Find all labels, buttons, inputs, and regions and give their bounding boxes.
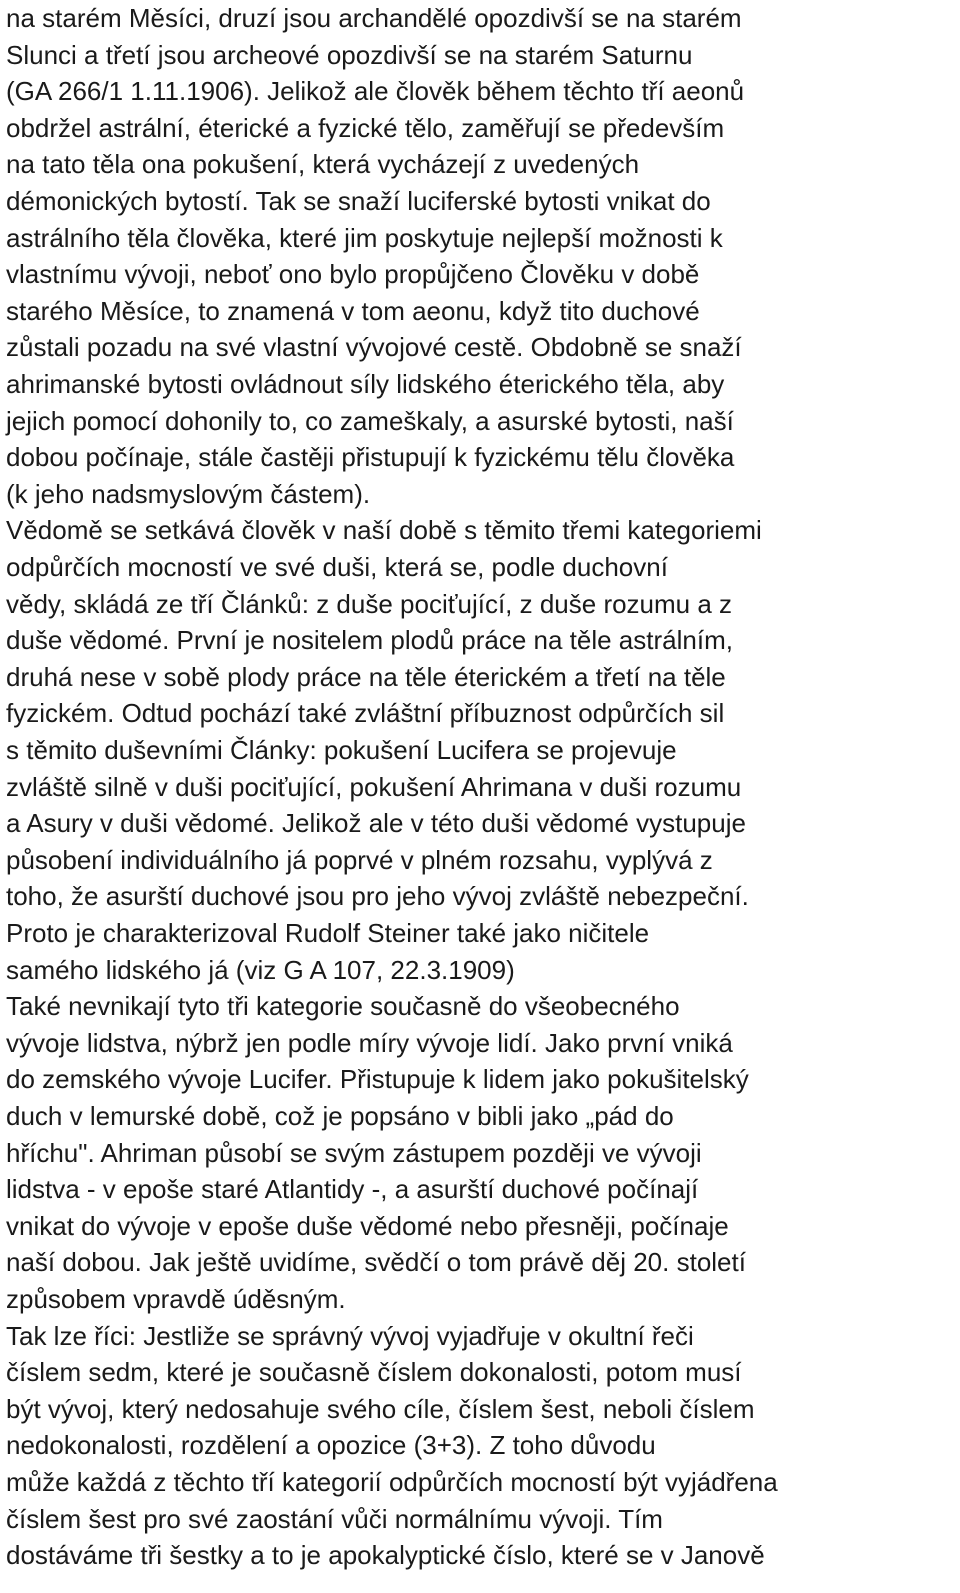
text-line: nedokonalosti, rozdělení a opozice (3+3). Z toho důvodu [6,1430,656,1461]
text-line: démonických bytostí. Tak se snaží luciferské bytosti vnikat do [6,186,711,216]
text-line: na tato těla ona pokušení, která vycházejí z uvedených [6,149,640,180]
text-line: starého Měsíce, to znamená v tom aeonu, když tito duchové [6,295,700,326]
text-line: vývoje lidstva, nýbrž jen podle míry vývoje lidí. Jako první vniká [6,1027,733,1058]
text-line: ahrimanské bytosti ovládnout síly lidského éterického těla, aby [6,369,725,399]
text-line: vlastnímu vývoji, neboť ono bylo propůjčeno Člověku v době [6,259,700,290]
text-line: duch v lemurské době, což je popsáno v bibli jako „pád do [6,1101,674,1131]
text-line: zůstali pozadu na své vlastní vývojové cestě. Obdobně se snaží [6,332,742,363]
text-line: s těmito duševními Články: pokušení Lucifera se projevuje [6,735,677,765]
text-line: číslem šest pro své zaostání vůči normálnímu vývoji. Tím [6,1503,663,1534]
text-line: do zemského vývoje Lucifer. Přistupuje k lidem jako pokušitelský [6,1064,749,1095]
text-line: Slunci a třetí jsou archeové opozdivší se na starém Saturnu [6,39,693,70]
text-line: (GA 266/1 1.11.1906). Jelikož ale člověk během těchto tří aeonů [6,76,745,107]
text-line: obdržel astrální, éterické a fyzické tělo, zaměřují se především [6,112,725,143]
text-line: (k jeho nadsmyslovým částem). [6,478,371,509]
text-line: působení individuálního já poprvé v plném rozsahu, vyplývá z [6,844,713,875]
text-line: Tak lze říci: Jestliže se správný vývoj vyjadřuje v okultní řeči [6,1320,694,1351]
text-line: Vědomě se setkává člověk v naší době s těmito třemi kategoriemi [6,515,762,546]
text-line: duše vědomé. První je nositelem plodů práce na těle astrálním, [6,625,733,656]
text-line: samého lidského já (viz G A 107, 22.3.1909) [6,954,515,985]
text-line: být vývoj, který nedosahuje svého cíle, číslem šest, neboli číslem [6,1393,755,1424]
text-line: na starém Měsíci, druzí jsou archandělé opozdivší se na starém [6,3,742,33]
text-line: druhá nese v sobě plody práce na těle éterickém a třetí na těle [6,661,726,692]
text-line: Také nevnikají tyto tři kategorie současně do všeobecného [6,991,680,1022]
text-line: toho, že asurští duchové jsou pro jeho vývoj zvláště nebezpeční. [6,881,749,912]
text-line: jejich pomocí dohonily to, co zameškaly, a asurské bytosti, naší [6,405,734,436]
text-line: číslem sedm, které je současně číslem dokonalosti, potom musí [6,1357,742,1388]
text-line: vnikat do vývoje v epoše duše vědomé nebo přesněji, počínaje [6,1210,729,1241]
text-line: lidstva - v epoše staré Atlantidy -, a asurští duchové počínají [6,1174,699,1205]
text-line: způsobem vpravdě úděsným. [6,1284,346,1314]
text-line: a Asury v duši vědomé. Jelikož ale v této duši vědomé vystupuje [6,808,746,839]
text-line: dostáváme tři šestky a to je apokalyptické číslo, které se v Janově [6,1540,765,1571]
text-line: Proto je charakterizoval Rudolf Steiner také jako ničitele [6,918,650,948]
text-line: hříchu". Ahriman působí se svým zástupem později ve vývoji [6,1137,702,1168]
text-line: fyzickém. Odtud pochází také zvláštní příbuznost odpůrčích sil [6,698,725,729]
text-line: naší dobou. Jak ještě uvidíme, svědčí o tom právě děj 20. století [6,1247,746,1278]
text-line: odpůrčích mocností ve své duši, která se, podle duchovní [6,552,668,582]
text-line: může každá z těchto tří kategorií odpůrčích mocností být vyjádřena [6,1467,778,1497]
text-line: dobou počínaje, stále častěji přistupují k fyzickému tělu člověka [6,442,735,473]
text-line: astrálního těla člověka, které jim poskytuje nejlepší možnosti k [6,222,723,253]
text-line: vědy, skládá ze tří Článků: z duše pociťující, z duše rozumu a z [6,588,733,619]
text-line: zvláště silně v duši pociťující, pokušení Ahrimana v duši rozumu [6,771,742,802]
